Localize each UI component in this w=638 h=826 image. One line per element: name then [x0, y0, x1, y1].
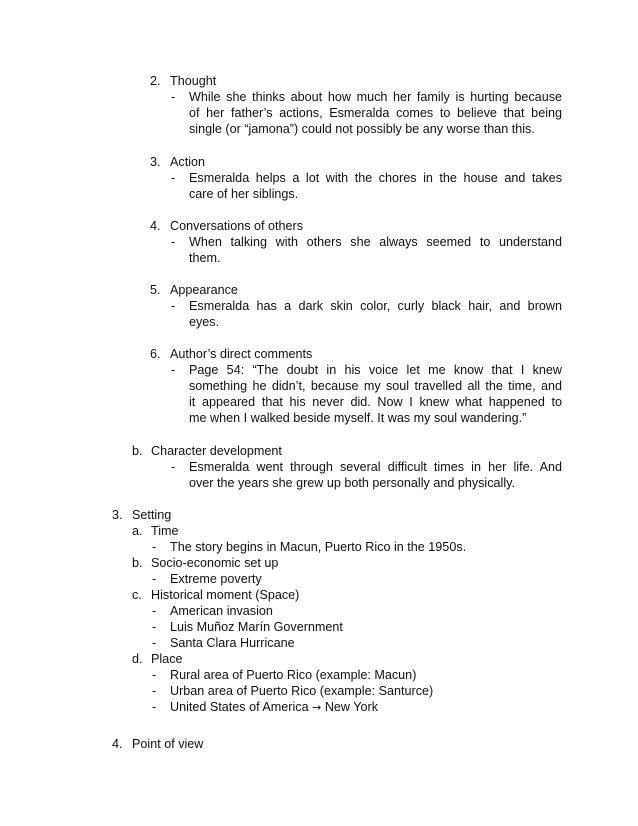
- item-letter: b.: [132, 556, 143, 570]
- section-number: 4.: [112, 737, 123, 751]
- item-letter: a.: [132, 524, 143, 538]
- item-heading-action: Action: [170, 155, 206, 169]
- bullet-dash: -: [171, 235, 176, 249]
- bullet-text: American invasion: [170, 604, 273, 618]
- bullet-text: Santa Clara Hurricane: [170, 636, 295, 650]
- item-number: 6.: [150, 347, 161, 361]
- item-letter: c.: [132, 588, 142, 602]
- item-number: 3.: [150, 155, 161, 169]
- bullet-text: Urban area of Puerto Rico (example: Santurce): [170, 684, 434, 698]
- bullet-dash: -: [171, 299, 176, 313]
- bullet-dash: -: [152, 540, 157, 554]
- paragraph-line: Page 54: “The doubt in his voice let me know that I knew: [189, 363, 562, 377]
- item-heading-appearance: Appearance: [170, 283, 238, 297]
- bullet-dash: -: [152, 636, 157, 650]
- bullet-dash: -: [152, 684, 157, 698]
- section-number: 3.: [112, 508, 123, 522]
- paragraph-line: While she thinks about how much her family is hurting because: [189, 90, 562, 104]
- paragraph-line: Esmeralda went through several difficult times in her life. And: [189, 460, 562, 474]
- bullet-text: Rural area of Puerto Rico (example: Macun): [170, 668, 417, 682]
- section-heading-point-of-view: Point of view: [132, 737, 204, 751]
- bullet-text: United States of America: [170, 700, 309, 714]
- section-heading-setting: Setting: [132, 508, 172, 522]
- item-number: 4.: [150, 219, 161, 233]
- item-letter: d.: [132, 652, 143, 666]
- bullet-text: Extreme poverty: [170, 572, 262, 586]
- item-number: 2.: [150, 74, 161, 88]
- paragraph-line: eyes.: [189, 315, 220, 329]
- bullet-text: Luis Muñoz Marín Government: [170, 620, 343, 634]
- paragraph-line: single (or “jamona”) could not possibly be any worse than this.: [189, 122, 535, 136]
- sub-heading-place: Place: [151, 652, 183, 666]
- paragraph-line: over the years she grew up both personally and physically.: [189, 476, 515, 490]
- item-heading-conversations: Conversations of others: [170, 219, 304, 233]
- paragraph-line: them.: [189, 251, 221, 265]
- bullet-dash: -: [171, 363, 176, 377]
- paragraph-line: Esmeralda helps a lot with the chores in the house and takes: [189, 171, 562, 185]
- item-heading-character-development: Character development: [151, 444, 282, 458]
- sub-heading-socio-economic: Socio-economic set up: [151, 556, 279, 570]
- paragraph-line: me when I walked beside myself. It was my soul wandering.”: [189, 411, 527, 425]
- bullet-dash: -: [171, 171, 176, 185]
- paragraph-line: it appeared that his never did. Now I knew what happened to: [189, 395, 562, 409]
- paragraph-line: Esmeralda has a dark skin color, curly black hair, and brown: [189, 299, 562, 313]
- bullet-dash: -: [171, 460, 176, 474]
- bullet-dash: -: [152, 604, 157, 618]
- item-number: 5.: [150, 283, 161, 297]
- paragraph-line: When talking with others she always seemed to understand: [189, 235, 562, 249]
- sub-heading-historical-moment: Historical moment (Space): [151, 588, 300, 602]
- bullet-text: The story begins in Macun, Puerto Rico in the 1950s.: [170, 540, 467, 554]
- arrow-target-text: New York: [324, 700, 379, 714]
- paragraph-line: something he didn’t, because my soul travelled all the time, and: [189, 379, 562, 393]
- sub-heading-time: Time: [151, 524, 179, 538]
- item-heading-author-comments: Author’s direct comments: [170, 347, 313, 361]
- bullet-dash: -: [152, 620, 157, 634]
- paragraph-line: of her father’s actions, Esmeralda comes to believe that being: [189, 106, 562, 120]
- bullet-dash: -: [171, 90, 176, 104]
- bullet-dash: -: [152, 700, 157, 714]
- bullet-text-with-arrow: [170, 699, 378, 716]
- item-heading-thought: Thought: [170, 74, 217, 88]
- bullet-dash: -: [152, 572, 157, 586]
- paragraph-line: care of her siblings.: [189, 187, 299, 201]
- item-letter: b.: [132, 444, 143, 458]
- arrow-right-icon: →: [312, 701, 322, 714]
- bullet-dash: -: [152, 668, 157, 682]
